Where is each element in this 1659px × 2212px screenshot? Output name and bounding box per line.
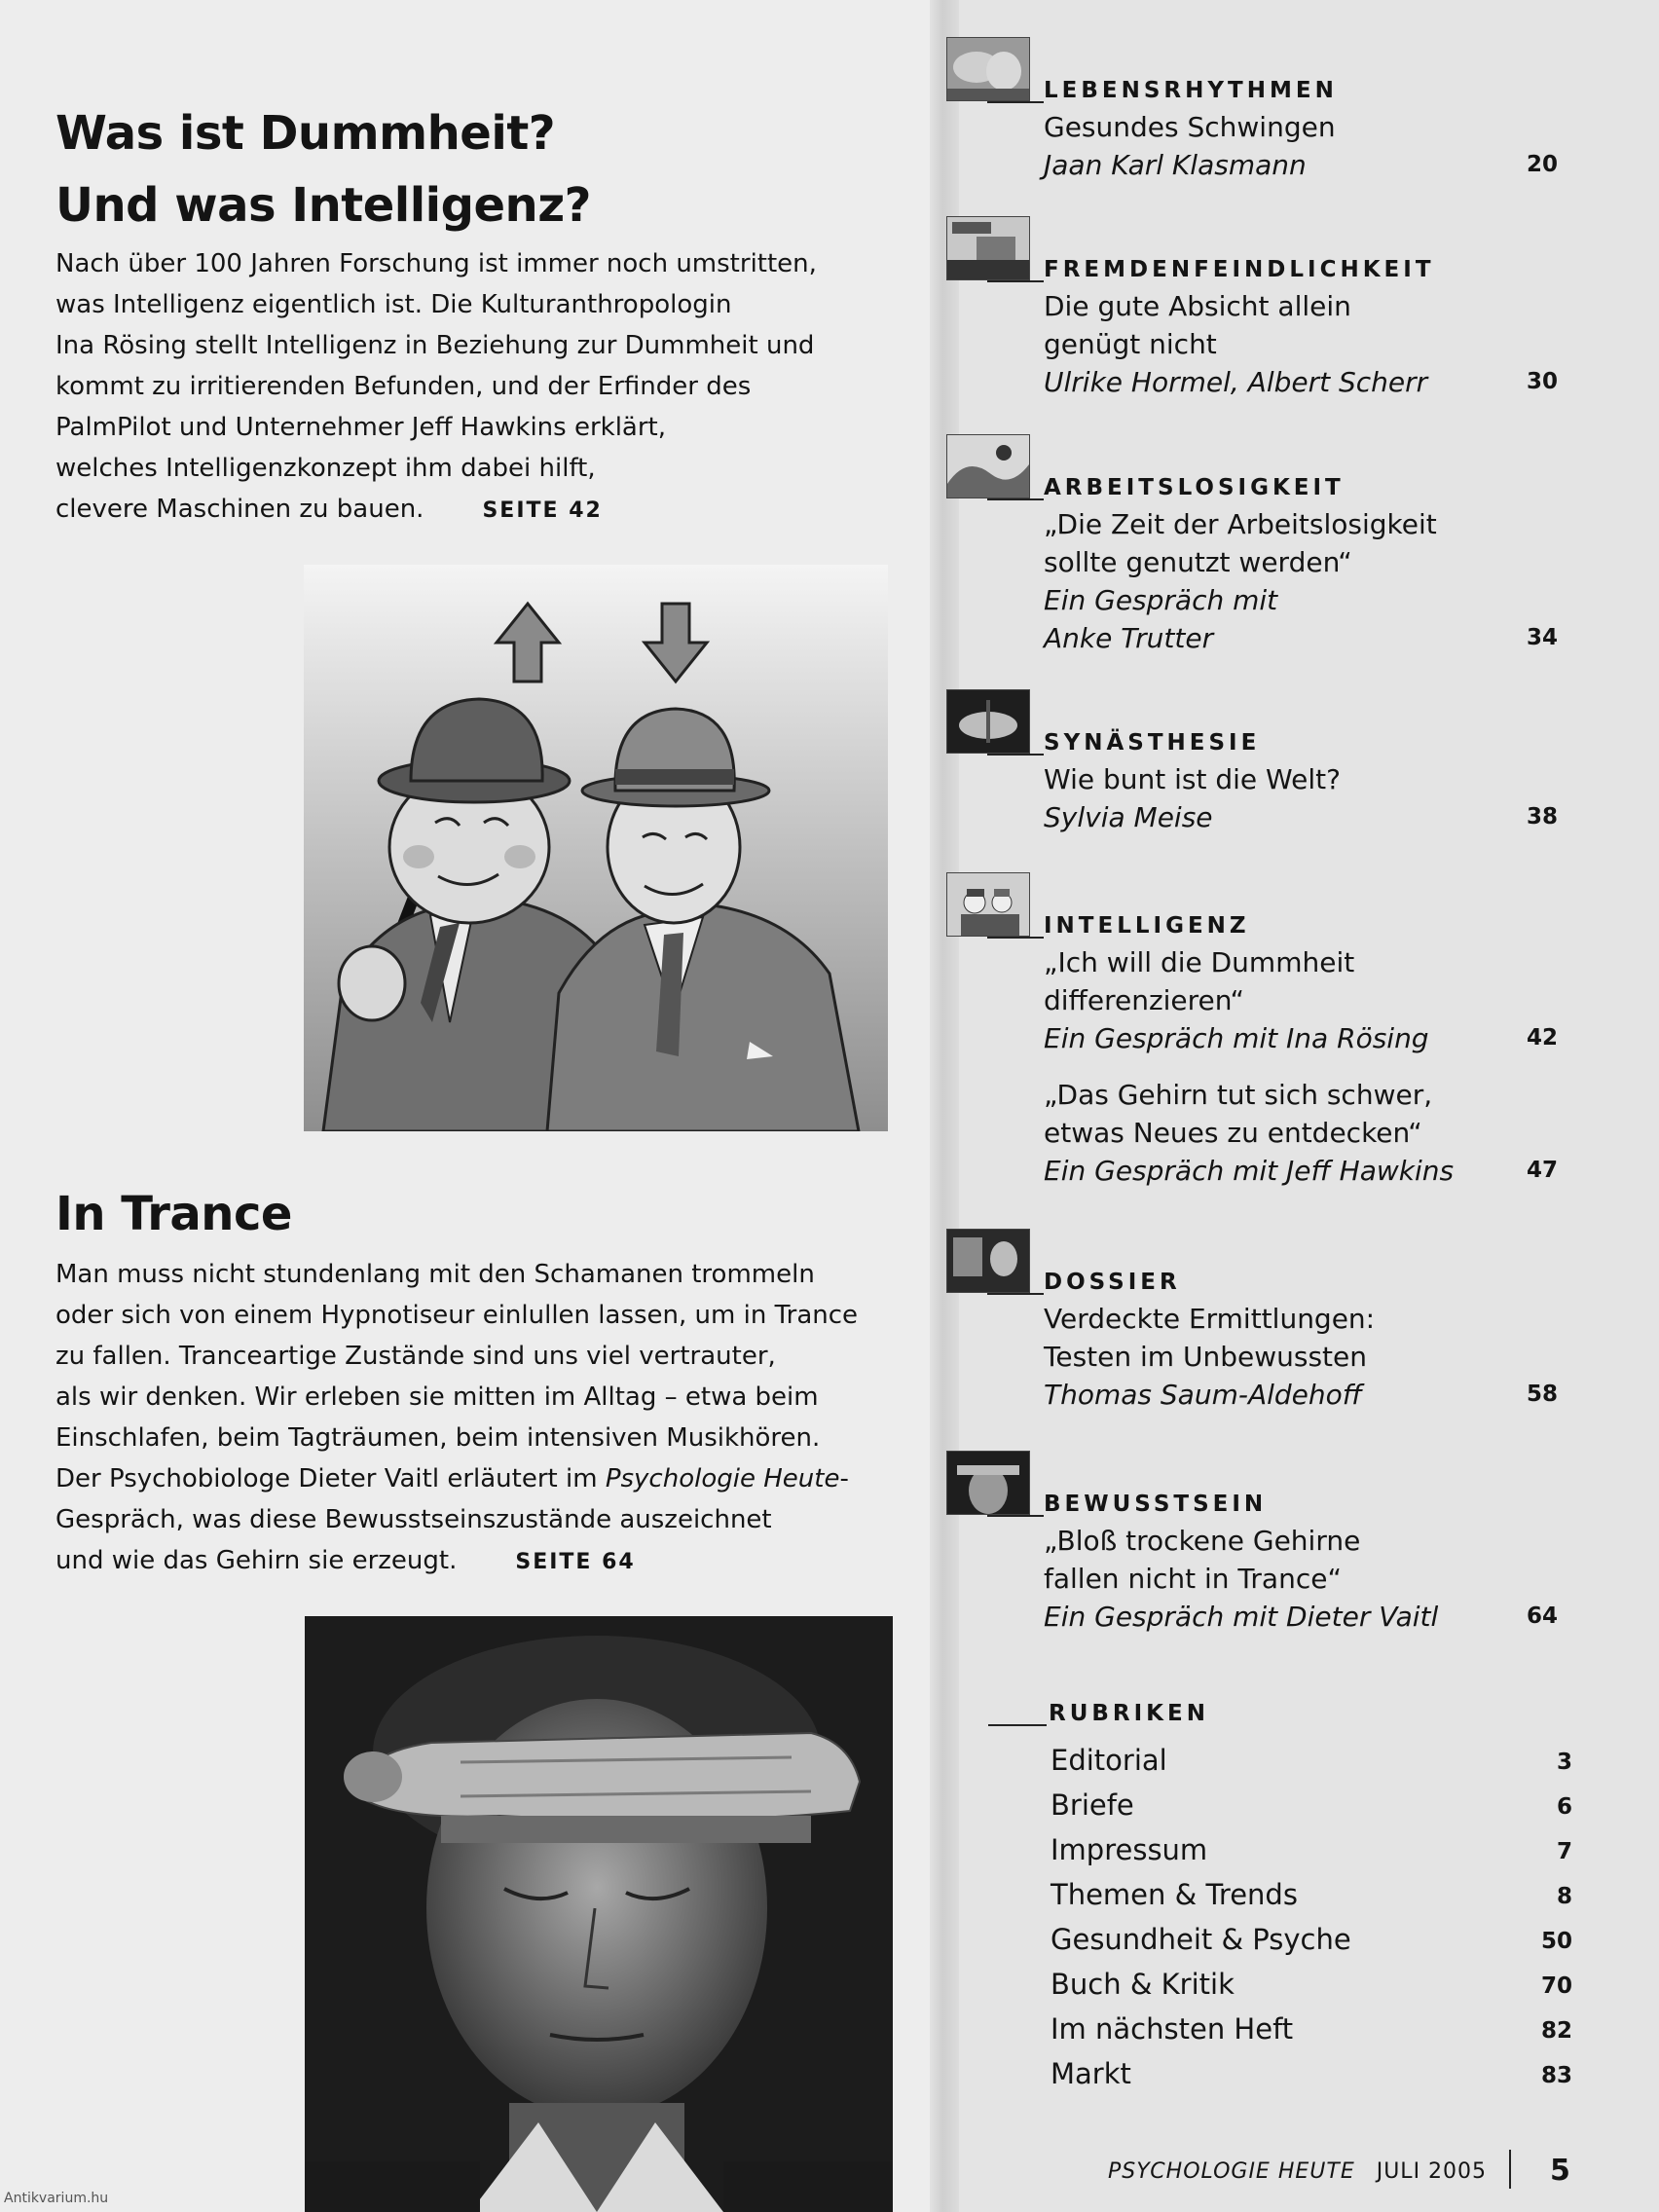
toc-text xyxy=(1044,943,1560,1057)
teaser-line: als wir denken. Wir erleben sie mitten im Alltag – etwa beim xyxy=(55,1382,819,1412)
toc-category: DOSSIER xyxy=(1044,1270,1181,1295)
toc-author: Ein Gespräch mit xyxy=(1044,584,1278,616)
toc-title: sollte genutzt werden“ xyxy=(1044,546,1352,578)
toc-category: LEBENSRHYTHMEN xyxy=(1044,78,1338,103)
footer-divider xyxy=(1509,2150,1511,2189)
photo-trance-head xyxy=(305,1616,893,2212)
toc-category: INTELLIGENZ xyxy=(1044,913,1250,939)
toc-title: Gesundes Schwingen xyxy=(1044,111,1336,143)
teaser-line: oder sich von einem Hypnotiseur einlullen lassen, um in Trance xyxy=(55,1301,859,1330)
toc-text xyxy=(1044,1300,1560,1414)
toc-page-number: 47 xyxy=(1526,1158,1558,1183)
toc-author: Ein Gespräch mit Jeff Hawkins xyxy=(1044,1155,1455,1187)
toc-page-number: 38 xyxy=(1526,804,1558,830)
teaser-line: Einschlafen, beim Tagträumen, beim intensiven Musikhören. xyxy=(55,1423,821,1453)
teaser-line: welches Intelligenzkonzept ihm dabei hilft, xyxy=(55,454,596,483)
teaser-line xyxy=(55,1464,849,1493)
thumbnail-image xyxy=(946,689,1030,754)
category-rule xyxy=(987,280,1044,282)
toc-entry-bewusstsein[interactable] xyxy=(944,1451,1577,1645)
toc-category: SYNÄSTHESIE xyxy=(1044,730,1261,756)
feature-title-line: Was ist Dummheit? xyxy=(55,106,556,161)
toc-author: Thomas Saum-Aldehoff xyxy=(1044,1379,1362,1411)
toc-entry-arbeitslosigkeit[interactable] xyxy=(944,434,1577,658)
toc-text xyxy=(1044,1522,1560,1636)
toc-author: Ulrike Hormel, Albert Scherr xyxy=(1044,366,1428,398)
toc-title: Die gute Absicht allein xyxy=(1044,290,1351,322)
rubrik-label: Themen & Trends xyxy=(1051,1878,1298,1911)
rubrik-item[interactable] xyxy=(1051,1783,1572,1827)
toc-category: BEWUSSTSEIN xyxy=(1044,1492,1268,1517)
toc-entry-fremdenfeindlichkeit[interactable] xyxy=(944,216,1577,401)
category-rule xyxy=(988,1724,1047,1726)
rubrik-label: Gesundheit & Psyche xyxy=(1051,1923,1351,1956)
toc-page-number: 8 xyxy=(1556,1884,1572,1909)
toc-page-number: 3 xyxy=(1556,1750,1572,1775)
feature-teaser-trance xyxy=(55,1254,858,1583)
toc-title: Testen im Unbewussten xyxy=(1044,1341,1367,1373)
thumbnail-image xyxy=(946,1451,1030,1515)
rubrik-label: Editorial xyxy=(1051,1744,1167,1777)
thumbnail-image xyxy=(946,37,1030,101)
magazine-name-inline: Psychologie Heute xyxy=(605,1464,840,1493)
rubrik-item[interactable] xyxy=(1051,1917,1572,1962)
rubrik-label: Markt xyxy=(1051,2057,1131,2090)
category-rule xyxy=(987,937,1044,939)
toc-text xyxy=(1044,287,1560,401)
page-reference: SEITE 64 xyxy=(515,1550,636,1574)
toc-title: „Die Zeit der Arbeitslosigkeit xyxy=(1044,508,1437,540)
toc-page-number: 20 xyxy=(1526,152,1558,177)
rubrik-label: Buch & Kritik xyxy=(1051,1968,1235,2001)
rubrik-item[interactable] xyxy=(1051,2007,1572,2051)
feature-teaser-dummheit xyxy=(55,243,817,532)
thumbnail-image xyxy=(946,872,1030,937)
toc-title: fallen nicht in Trance“ xyxy=(1044,1563,1342,1595)
toc-entry-synaesthesie[interactable] xyxy=(944,689,1577,835)
teaser-line: PalmPilot und Unternehmer Jeff Hawkins erklärt, xyxy=(55,413,667,442)
toc-category: RUBRIKEN xyxy=(1049,1701,1209,1726)
illustration-laurel-hardy xyxy=(304,565,888,1131)
toc-page-number: 64 xyxy=(1526,1604,1558,1629)
category-rule xyxy=(987,754,1044,756)
toc-author: Anke Trutter xyxy=(1044,622,1214,654)
teaser-line: kommt zu irritierenden Befunden, und der Erfinder des xyxy=(55,372,752,401)
toc-page-number: 7 xyxy=(1556,1839,1572,1864)
teaser-line: und wie das Gehirn sie erzeugt. xyxy=(55,1546,458,1575)
thumbnail-image xyxy=(946,434,1030,498)
teaser-text: - xyxy=(839,1464,849,1493)
rubrik-item[interactable] xyxy=(1051,1827,1572,1872)
toc-author: Ein Gespräch mit Ina Rösing xyxy=(1044,1022,1429,1054)
toc-title: „Das Gehirn tut sich schwer, xyxy=(1044,1079,1433,1111)
watermark: Antikvarium.hu xyxy=(4,2191,109,2206)
feature-title-line: Und was Intelligenz? xyxy=(55,178,591,233)
thumbnail-image xyxy=(946,1229,1030,1293)
toc-page-number: 58 xyxy=(1526,1382,1558,1407)
rubriken-list xyxy=(1051,1738,1572,2096)
category-rule xyxy=(987,498,1044,500)
toc-author: Ein Gespräch mit Dieter Vaitl xyxy=(1044,1601,1439,1633)
teaser-line: Man muss nicht stundenlang mit den Schamanen trommeln xyxy=(55,1260,815,1289)
rubrik-item[interactable] xyxy=(1051,1872,1572,1917)
toc-page-number: 83 xyxy=(1540,2063,1572,2088)
toc-title: „Bloß trockene Gehirne xyxy=(1044,1525,1361,1557)
toc-category: ARBEITSLOSIGKEIT xyxy=(1044,475,1345,500)
toc-page-number: 30 xyxy=(1526,369,1558,394)
rubrik-item[interactable] xyxy=(1051,1962,1572,2007)
feature-title-dummheit xyxy=(55,97,591,241)
toc-title: genügt nicht xyxy=(1044,328,1217,360)
rubrik-label: Im nächsten Heft xyxy=(1051,2012,1294,2046)
toc-entry-intelligenz[interactable] xyxy=(944,872,1577,1203)
teaser-text: Der Psychobiologe Dieter Vaitl erläutert im xyxy=(55,1464,606,1493)
teaser-line: was Intelligenz eigentlich ist. Die Kulturanthropologin xyxy=(55,290,732,319)
footer-running-head xyxy=(1108,2155,1487,2190)
teaser-line: Nach über 100 Jahren Forschung ist immer noch umstritten, xyxy=(55,249,817,278)
toc-page-number: 50 xyxy=(1540,1929,1572,1954)
toc-text xyxy=(1044,760,1560,836)
teaser-line: Gespräch, was diese Bewusstseinszustände auszeichnet xyxy=(55,1505,772,1534)
toc-title: Wie bunt ist die Welt? xyxy=(1044,763,1341,795)
teaser-line: clevere Maschinen zu bauen. xyxy=(55,495,424,524)
toc-text xyxy=(1044,108,1560,184)
toc-title: differenzieren“ xyxy=(1044,984,1244,1016)
toc-page-number: 6 xyxy=(1556,1794,1572,1820)
category-rule xyxy=(987,1515,1044,1517)
toc-title: etwas Neues zu entdecken“ xyxy=(1044,1117,1422,1149)
toc-text xyxy=(1044,505,1560,657)
toc-title: „Ich will die Dummheit xyxy=(1044,946,1355,978)
page-number: 5 xyxy=(1550,2154,1570,2188)
category-rule xyxy=(987,101,1044,103)
category-rule xyxy=(987,1293,1044,1295)
toc-entry-dossier[interactable] xyxy=(944,1229,1577,1423)
toc-page-number: 70 xyxy=(1540,1973,1572,1999)
thumbnail-image xyxy=(946,216,1030,280)
teaser-line: zu fallen. Tranceartige Zustände sind uns viel vertrauter, xyxy=(55,1342,776,1371)
rubrik-item[interactable] xyxy=(1051,1738,1572,1783)
toc-page-number: 82 xyxy=(1540,2018,1572,2044)
toc-page-number: 42 xyxy=(1526,1025,1558,1051)
toc-author: Jaan Karl Klasmann xyxy=(1044,149,1307,181)
footer-magazine-name: PSYCHOLOGIE HEUTE xyxy=(1108,2159,1355,2184)
toc-page-number: 34 xyxy=(1526,625,1558,650)
toc-entry-lebensrhythmen[interactable] xyxy=(944,37,1577,183)
rubrik-item[interactable] xyxy=(1051,2051,1572,2096)
rubrik-label: Impressum xyxy=(1051,1833,1208,1866)
toc-category: FREMDENFEINDLICHKEIT xyxy=(1044,257,1435,282)
feature-title-trance: In Trance xyxy=(55,1187,292,1241)
toc-text xyxy=(1044,1076,1560,1190)
page-reference: SEITE 42 xyxy=(482,498,603,523)
footer-issue: JULI 2005 xyxy=(1376,2159,1488,2184)
rubrik-label: Briefe xyxy=(1051,1788,1134,1822)
toc-title: Verdeckte Ermittlungen: xyxy=(1044,1303,1376,1335)
teaser-line: Ina Rösing stellt Intelligenz in Beziehung zur Dummheit und xyxy=(55,331,815,360)
toc-author: Sylvia Meise xyxy=(1044,801,1213,833)
